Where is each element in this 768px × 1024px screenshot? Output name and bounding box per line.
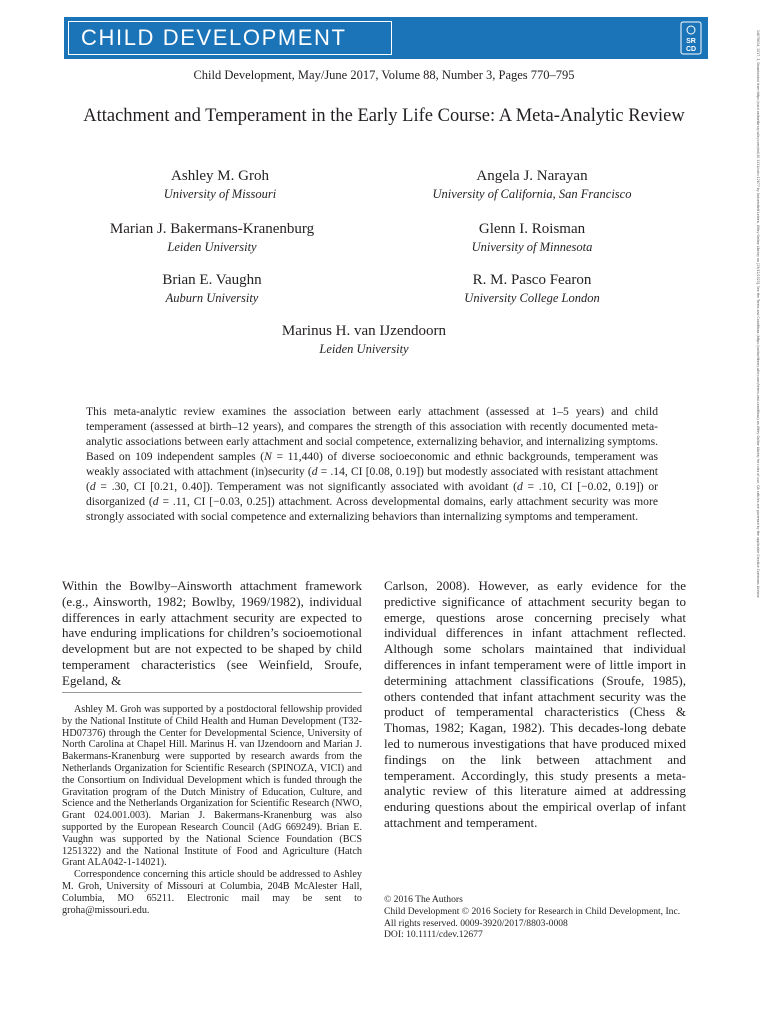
abstract [86,404,658,524]
author-affiliation: Leiden University [319,342,409,356]
journal-citation: Child Development, May/June 2017, Volume 88, Number 3, Pages 770–795 [193,68,575,82]
author-block [62,271,362,306]
stat-symbol: d [89,480,96,493]
journal-name-box [68,21,392,55]
abstract-text: This meta-analytic review examines the association between early attachment (assessed at 1–5 years) and child temperament (assessed at birth–12 years), and compares the strength of this association with recently documented meta-analytic associations between early attachment and social competence, externalizing behavior, and internalizing symptoms. Based on 109 independent samples ( [86,405,658,463]
copyright-line: All rights reserved. 0009-3920/2017/8803-0008 [384,917,568,929]
author-block [382,167,682,202]
svg-text:CD: CD [685,46,697,53]
body-paragraph: Within the Bowlby–Ainsworth attachment framework (e.g., Ainsworth, 1982; Bowlby, 1969/1982), individual differences in early attachment security are expected to have enduring implications for children’s socioemotional development but are not expected to be shaped by child temperament characteristics (see Weinfield, Sroufe, Egeland, & [62,578,362,688]
abstract-text: = 11,440) of diverse socioeconomic and ethnic backgrounds, temperament was weakly associated with attachment (in)security ( [86,450,658,478]
author-affiliation: University of Missouri [163,187,277,201]
journal-name: CHILD DEVELOPMENT [81,25,347,50]
author-block [214,322,514,357]
body-left-column [62,578,362,689]
copyright-block [384,894,694,941]
stat-symbol: N [264,450,272,463]
author-affiliation: Auburn University [165,291,259,305]
author-block [382,271,682,306]
abstract-text: = .10, CI [−0.02, 0.19]) or disorganized ( [86,480,659,508]
stat-symbol: d [152,495,159,508]
author-name: Ashley M. Groh [171,168,269,184]
download-stamp-text: 14678624, 2017, 3, Downloaded from https://srcd.onlinelibrary.wiley.com/doi/10.1111/cdev.12677 by Universiteit Leiden, Wiley Online Library on [29/12/2023]. See the Terms and Conditions (https://onlinelibrary.wiley.com/terms-and-conditions) on Wiley Online Library for rules of use; OA articles are governed by the applicable Creative Commons License [756,30,760,598]
svg-text:SR: SR [686,38,696,45]
body-paragraph: Carlson, 2008). However, as early evidence for the predictive significance of attachment security began to emerge, questions arose concerning precisely what individual differences in infant attachment reflected. Although some scholars maintained that individual differences in infant temperament were of little import in determining attachment classifications (Sroufe, 1985), others contended that infant attachment security was the product of temperamental characteristics (Chess & Thomas, 1982; Kagan, 1982). This decades-long debate led to numerous investigations that have produced mixed findings on the link between attachment and temperament. Accordingly, this study presents a meta-analytic review of this literature aimed at addressing enduring questions about the empirical overlap of infant attachment and temperament. [384,578,686,830]
article-title: Attachment and Temperament in the Early Life Course: A Meta-Analytic Review [83,106,685,126]
abstract-text: = .11, CI [−0.03, 0.25]) attachment. Across developmental domains, early attachment security was more strongly associated with social competence and externalizing behaviors than internalizing symptoms and temperament. [86,495,658,523]
footnote [62,704,362,916]
copyright-line: Child Development © 2016 Society for Research in Child Development, Inc. [384,905,681,917]
stat-symbol: d [516,480,523,493]
author-name: Marinus H. van IJzendoorn [281,323,447,339]
download-stamp [748,30,760,990]
correspondence-note: Correspondence concerning this article should be addressed to Ashley M. Groh, University of Missouri at Columbia, 204B McAlester Hall, Columbia, MO 65211. Electronic mail may be sent to groha@missouri.edu. [62,869,362,916]
funding-note: Ashley M. Groh was supported by a postdoctoral fellowship provided by the National Institute of Child Health and Human Development (T32-HD07376) through the Center for Developmental Science, University of North Carolina at Chapel Hill. Marinus H. van IJzendoorn and Marian J. Bakermans-Kranenburg were supported by research awards from the Netherlands Organization for Scientific Research (SPINOZA, VICI) and the Consortium on Individual Development which is funded through the Gravitation program of the Dutch Ministry of Education, Culture, and Science and the Netherlands Organization for Scientific Research (NWO, Grant 024.001.003). Marian J. Bakermans-Kranenburg was also supported by the European Research Council (AdG 669249). Brian E. Vaughn was supported by the National Science Foundation (BCS 1251322) and the National Institute of Food and Agriculture (Hatch Grant ALA042-1-14021). [62,704,362,869]
author-affiliation: Leiden University [167,240,257,254]
body-right-column [384,578,686,831]
author-name: Angela J. Narayan [476,168,588,184]
author-block [382,220,682,255]
author-block [62,220,362,255]
abstract-text: = .30, CI [0.21, 0.40]). Temperament was not significantly associated with avoidant ( [95,480,517,493]
stat-symbol: d [311,465,318,478]
srcd-logo-icon [680,21,702,55]
doi: DOI: 10.1111/cdev.12677 [384,929,483,941]
footnote-divider [62,692,362,693]
journal-banner [64,17,708,59]
author-block [70,167,370,202]
copyright-line: © 2016 The Authors [384,894,463,905]
abstract-text: = .14, CI [0.08, 0.19]) but modestly associated with resistant attachment ( [86,465,658,493]
author-name: Glenn I. Roisman [478,221,586,237]
author-affiliation: University of Minnesota [471,240,593,254]
author-name: Brian E. Vaughn [162,272,262,288]
author-name: R. M. Pasco Fearon [472,272,592,288]
author-affiliation: University College London [464,291,600,305]
author-affiliation: University of California, San Francisco [432,187,632,201]
author-name: Marian J. Bakermans-Kranenburg [109,221,315,237]
